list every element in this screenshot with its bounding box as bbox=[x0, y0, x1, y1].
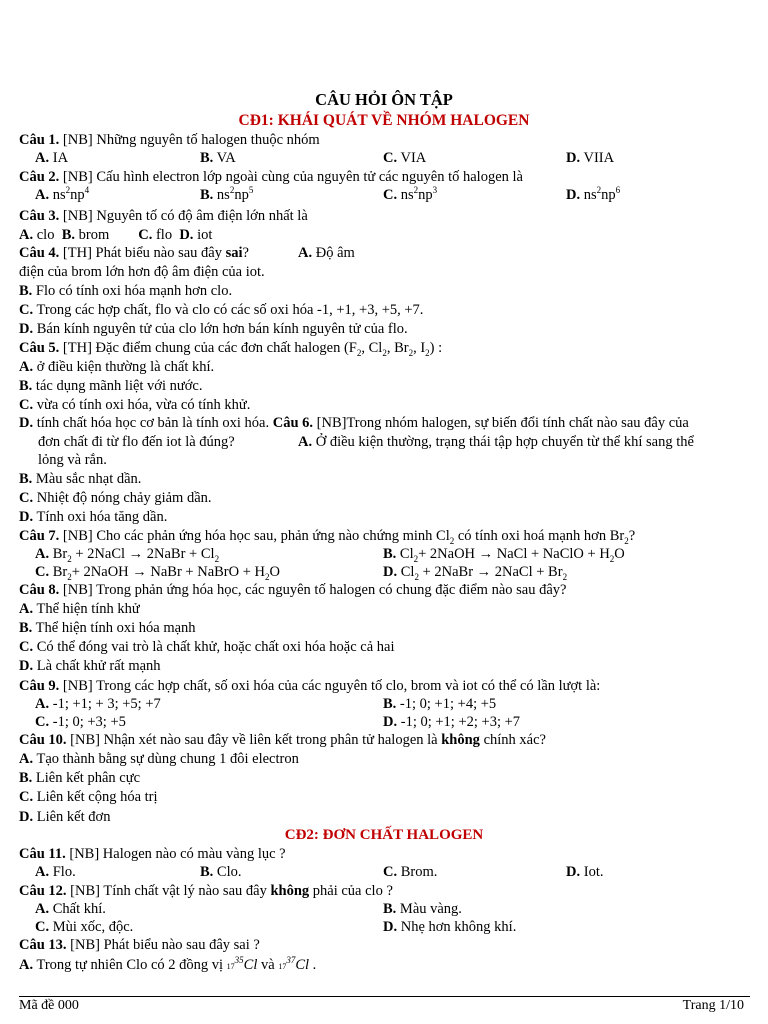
q9-option-d: D. -1; 0; +1; +2; +3; +7 bbox=[383, 714, 521, 730]
q2-option-c: C. $ns^2np^3$ bbox=[383, 185, 438, 203]
q1-option-c: C. VIA bbox=[383, 150, 427, 166]
question-6-cont: đơn chất đi từ flo đến iot là đúng? bbox=[38, 434, 235, 450]
q1-option-b: B. VA bbox=[200, 150, 236, 166]
question-2: Câu 2. [NB] Cấu hình electron lớp ngoài cùng của nguyên tử các nguyên tố halogen là bbox=[19, 169, 523, 185]
footer-rule bbox=[19, 996, 750, 997]
q4-option-d: D. Bán kính nguyên tử của clo lớn hơn bán kính nguyên tử của flo. bbox=[19, 321, 408, 337]
q6-option-a-cont: lỏng và rắn. bbox=[38, 452, 107, 468]
q1-option-a: A. IA bbox=[35, 150, 69, 166]
q2-option-d: D. $ns^2np^6$ bbox=[566, 185, 621, 203]
q9-option-b: B. -1; 0; +1; +4; +5 bbox=[383, 696, 497, 712]
q5-option-b: B. tác dụng mãnh liệt với nước. bbox=[19, 378, 203, 394]
page-title: CÂU HỎI ÔN TẬP bbox=[315, 90, 453, 109]
q1-option-d: D. VIIA bbox=[566, 150, 615, 166]
isotope-cl35: $17^{35}Cl$ bbox=[226, 955, 258, 973]
question-4: Câu 4. [TH] Phát biểu nào sau đây sai? bbox=[19, 245, 249, 261]
q13-option-a: A. Trong tự nhiên Clo có 2 đồng vị $17^{35}Cl$ và $17^{37}Cl$ . bbox=[19, 955, 317, 973]
q7-option-d: D. $Cl_2$ + 2NaBr → 2NaCl + $Br_2$ bbox=[383, 564, 568, 582]
q11-option-c: C. Brom. bbox=[383, 864, 438, 880]
q9-option-a: A. -1; +1; + 3; +5; +7 bbox=[35, 696, 161, 712]
q8-option-b: B. Thể hiện tính oxi hóa mạnh bbox=[19, 620, 196, 636]
q10-option-c: C. Liên kết cộng hóa trị bbox=[19, 789, 158, 805]
q8-option-d: D. Là chất khử rất mạnh bbox=[19, 658, 161, 674]
question-7: Câu 7. [NB] Cho các phản ứng hóa học sau, phản ứng nào chứng minh $Cl_2$ có tính oxi hoá mạnh hơn $Br_2$? bbox=[19, 528, 636, 546]
q6-option-a: A. Ở điều kiện thường, trạng thái tập hợp chuyển từ thể khí sang thể bbox=[298, 434, 694, 450]
q5-option-d: D. tính chất hóa học cơ bản là tính oxi hóa. Câu 6. [NB]Trong nhóm halogen, sự biến đổi tính chất nào sau đây của bbox=[19, 415, 689, 431]
q2-option-b: B. $ns^2np^5$ bbox=[200, 185, 254, 203]
question-1: Câu 1. [NB] Những nguyên tố halogen thuộc nhóm bbox=[19, 132, 320, 148]
section-heading-1: CĐ1: KHÁI QUÁT VỀ NHÓM HALOGEN bbox=[238, 112, 530, 129]
question-11: Câu 11. [NB] Halogen nào có màu vàng lục ? bbox=[19, 846, 286, 862]
question-5: Câu 5. [TH] Đặc điểm chung của các đơn chất halogen ($F_2$, $Cl_2$, $Br_2$, $I_2$) : bbox=[19, 340, 443, 358]
question-13: Câu 13. [NB] Phát biểu nào sau đây sai ? bbox=[19, 937, 260, 953]
q7-option-b: B. $Cl_2+$ 2NaOH → NaCl + NaClO + $H_2O$ bbox=[383, 546, 625, 564]
q11-option-a: A. Flo. bbox=[35, 864, 76, 880]
q4-option-a-cont: điện của brom lớn hơn độ âm điện của iot. bbox=[19, 264, 265, 280]
question-8: Câu 8. [NB] Trong phản ứng hóa học, các nguyên tố halogen có chung đặc điểm nào sau đây? bbox=[19, 582, 567, 598]
q9-option-c: C. -1; 0; +3; +5 bbox=[35, 714, 126, 730]
q4-option-a-start: A. Độ âm bbox=[298, 245, 355, 261]
footer-exam-code: Mã đề 000 bbox=[19, 998, 79, 1013]
q12-option-d: D. Nhẹ hơn không khí. bbox=[383, 919, 517, 935]
q7-option-a: A. $Br_2$ + 2NaCl → 2NaBr + $Cl_2$ bbox=[35, 546, 220, 564]
q7-option-c: C. $Br_2+$ 2NaOH → NaBr + NaBrO + $H_2O$ bbox=[35, 564, 280, 582]
q8-option-a: A. Thể hiện tính khử bbox=[19, 601, 140, 617]
q6-option-c: C. Nhiệt độ nóng chảy giảm dần. bbox=[19, 490, 212, 506]
isotope-cl37: $17^{37}Cl$ bbox=[278, 955, 310, 973]
q4-option-b: B. Flo có tính oxi hóa mạnh hơn clo. bbox=[19, 283, 233, 299]
q12-option-c: C. Mùi xốc, độc. bbox=[35, 919, 134, 935]
question-9: Câu 9. [NB] Trong các hợp chất, số oxi hóa của các nguyên tố clo, brom và iot có thể có lần lượt là: bbox=[19, 678, 601, 694]
q4-option-c: C. Trong các hợp chất, flo và clo có các số oxi hóa -1, +1, +3, +5, +7. bbox=[19, 302, 424, 318]
q5-option-a: A. ở điều kiện thường là chất khí. bbox=[19, 359, 215, 375]
q12-option-b: B. Màu vàng. bbox=[383, 901, 462, 917]
q11-option-d: D. Iot. bbox=[566, 864, 604, 880]
question-12: Câu 12. [NB] Tính chất vật lý nào sau đây không phải của clo ? bbox=[19, 883, 393, 899]
question-10: Câu 10. [NB] Nhận xét nào sau đây về liên kết trong phân tử halogen là không chính xác? bbox=[19, 732, 546, 748]
section-heading-2: CĐ2: ĐƠN CHẤT HALOGEN bbox=[284, 827, 484, 843]
footer-page-number: Trang 1/10 bbox=[682, 998, 744, 1013]
q6-option-b: B. Màu sắc nhạt dần. bbox=[19, 471, 142, 487]
q2-option-a: A. $ns^2np^4$ bbox=[35, 185, 90, 203]
question-3: Câu 3. [NB] Nguyên tố có độ âm điện lớn nhất là bbox=[19, 208, 308, 224]
q3-options: A. clo B. brom C. flo D. iot bbox=[19, 227, 213, 243]
q10-option-d: D. Liên kết đơn bbox=[19, 809, 111, 825]
q10-option-b: B. Liên kết phân cực bbox=[19, 770, 140, 786]
q6-option-d: D. Tính oxi hóa tăng dần. bbox=[19, 509, 168, 525]
q10-option-a: A. Tạo thành bằng sự dùng chung 1 đôi electron bbox=[19, 751, 299, 767]
q12-option-a: A. Chất khí. bbox=[35, 901, 106, 917]
q8-option-c: C. Có thể đóng vai trò là chất khử, hoặc chất oxi hóa hoặc cả hai bbox=[19, 639, 395, 655]
q5-option-c: C. vừa có tính oxi hóa, vừa có tính khử. bbox=[19, 397, 251, 413]
q11-option-b: B. Clo. bbox=[200, 864, 242, 880]
